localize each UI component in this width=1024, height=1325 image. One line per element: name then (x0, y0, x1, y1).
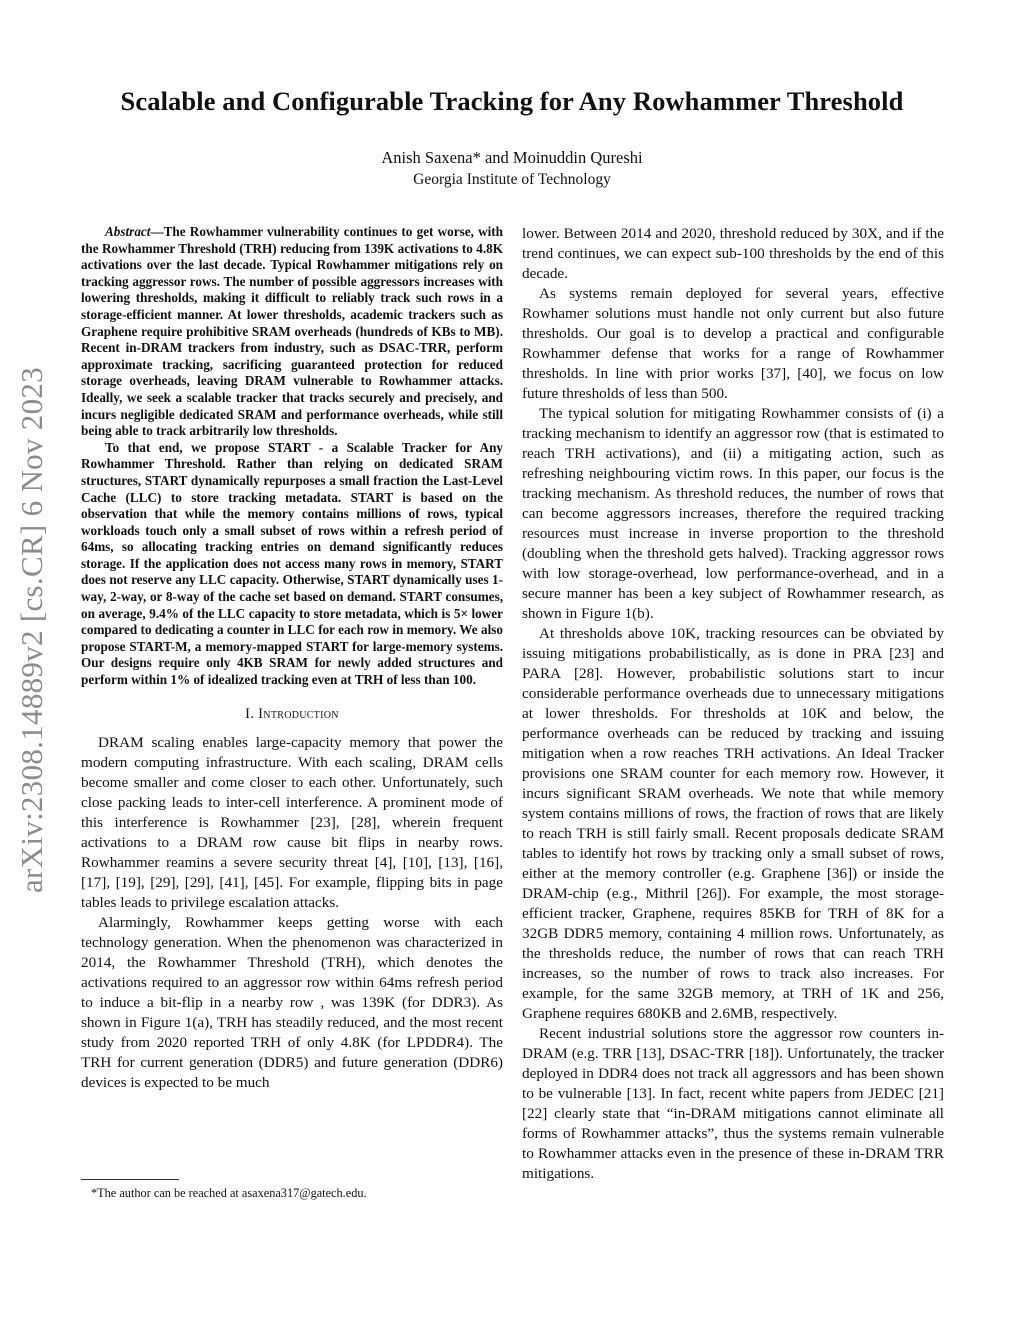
intro-paragraph-1: DRAM scaling enables large-capacity memory that power the modern computing infrastructure. With each scaling, DRAM cells become smaller and come closer to each other. Unfortunately, such close packing leads to inter-cell interference. A prominent mode of this interference is Rowhammer [23], [28], wherein frequent activations to a DRAM row cause bit flips in nearby rows. Rowhammer reamins a severe security threat [4], [10], [13], [16], [17], [19], [29], [29], [41], [45]. For example, flipping bits in page tables leads to privilege escalation attacks. (81, 733, 503, 911)
intro-paragraph-3: As systems remain deployed for several years, effective Rowhamer solutions must handle not only current but also future thresholds. Our goal is to develop a practical and configurable Rowhammer defense that works for a range of Rowhammer thresholds. In line with prior works [37], [40], we focus on low future thresholds of less than 500. (522, 285, 944, 402)
intro-paragraph-6: Recent industrial solutions store the aggressor row counters in-DRAM (e.g. TRR [13], DSAC-TRR [18]). Unfortunately, the tracker deployed in DDR4 does not track all aggressors and has been shown to be vulnerable [13]. In fact, recent white papers from JEDEC [21] [22] clearly state that “in-DRAM mitigations cannot eliminate all forms of Rowhammer attacks”, thus the systems remain vulnerable to Rowhammer attacks even in the presence of these in-DRAM TRR mitigations. (522, 1025, 944, 1182)
intro-paragraph-2: Alarmingly, Rowhammer keeps getting worse with each technology generation. When the phenomenon was characterized in 2014, the Rowhammer Threshold (TRH), which denotes the activations required to an aggressor row within 64ms refresh period to induce a bit-flip in a nearby row , was 139K (for DDR3). As shown in Figure 1(a), TRH has steadily reduced, and the most recent study from 2020 reported TRH of only 4.8K (for LPDDR4). The TRH for current generation (DDR5) and future generation (DDR6) devices is expected to be much (81, 913, 503, 1091)
footnote-rule (81, 1179, 179, 1180)
intro-paragraph-continued: lower. Between 2014 and 2020, threshold reduced by 30X, and if the trend continues, we can expect sub-100 thresholds by the end of this decade. (522, 225, 944, 282)
right-column (522, 224, 944, 1184)
intro-right-body (522, 224, 944, 1184)
abstract-paragraph-1 (81, 224, 503, 440)
section-number: I. (245, 705, 255, 722)
abstract-paragraph-2: To that end, we propose START - a Scalable Tracker for Any Rowhammer Threshold. Rather than relying on dedicated SRAM structures, START dynamically repurposes a small fraction the Last-Level Cache (LLC) to store tracking metadata. START is based on the observation that while the memory contains millions of rows, typical workloads touch only a small subset of rows within a refresh period of 64ms, so allocating tracking entries on demand significantly reduces storage. If the application does not access many rows in memory, START does not reserve any LLC capacity. Otherwise, START dynamically uses 1-way, 2-way, or 8-way of the cache set based on demand. START consumes, on average, 9.4% of the LLC capacity to store metadata, which is 5× lower compared to dedicating a counter in LLC for each row in memory. We also propose START-M, a memory-mapped START for large-memory systems. Our designs require only 4KB SRAM for newly added structures and perform within 1% of idealized tracking even at TRH of less than 100. (81, 439, 503, 688)
abstract-text-1: —The Rowhammer vulnerability continues to get worse, with the Rowhammer Threshold (TRH) reducing from 139K activations to 4.8K activations over the last decade. Typical Rowhammer mitigations rely on tracking aggressor rows. The number of possible aggressors increases with lowering thresholds, making it difficult to reliably track such rows in a storage-efficient manner. At lower thresholds, academic trackers such as Graphene require prohibitive SRAM overheads (hundreds of KBs to MB). Recent in-DRAM trackers from industry, such as DSAC-TRR, perform approximate tracking, sacrificing guaranteed protection for reduced storage overheads, leaving DRAM vulnerable to Rowhammer attacks. Ideally, we seek a scalable tracker that tracks securely and precisely, and incurs negligible dedicated SRAM and performance overheads, while still being able to track arbitrarily low thresholds. (81, 224, 503, 439)
section-heading-introduction (81, 706, 503, 723)
arxiv-stamp: arXiv:2308.14889v2 [cs.CR] 6 Nov 2023 (14, 367, 49, 894)
intro-paragraph-5: At thresholds above 10K, tracking resources can be obviated by issuing mitigations probabilistically, as is done in PRA [23] and PARA [28]. However, probabilistic solutions start to incur considerable performance overheads due to unnecessary mitigations at lower thresholds. For thresholds at 10K and below, the performance overheads can be reduced by tracking and issuing mitigation when a row reaches TRH activations. An Ideal Tracker provisions one SRAM counter for each memory row. However, it incurs significant SRAM overheads. We note that while memory system contains millions of rows, the fraction of rows that are likely to reach TRH is still fairly small. Recent proposals dedicate SRAM tables to identify hot rows by tracking only a small subset of rows, either at the memory controller (e.g. Graphene [36]) or inside the DRAM-chip (e.g., Mithril [26]). For example, the most storage-efficient tracker, Graphene, requires 85KB for TRH of 8K for a 32GB DDR5 memory, containing 4 million rows. Unfortunately, as the thresholds reduce, the number of rows that can reach TRH increases, so the number of rows to track also increases. For example, for the same 32GB memory, at TRH of 1K and 256, Graphene requires 680KB and 2.6MB, respectively. (522, 625, 944, 1022)
abstract-heading: Abstract (105, 224, 151, 239)
paper-title: Scalable and Configurable Tracking for Any Rowhammer Threshold (120, 86, 904, 116)
abstract (81, 224, 503, 689)
paper-authors: Anish Saxena* and Moinuddin Qureshi (381, 148, 643, 167)
footnote: *The author can be reached at asaxena317@gatech.edu. (91, 1186, 367, 1200)
left-column (81, 224, 503, 1093)
section-title: Introduction (258, 705, 339, 722)
intro-paragraph-4: The typical solution for mitigating Rowhammer consists of (i) a tracking mechanism to identify an aggressor row (that is estimated to reach TRH activations), and (ii) a mitigating action, such as refreshing neighbouring victim rows. In this paper, our focus is the tracking mechanism. As threshold reduces, the number of rows that can become aggressors increases, therefore the required tracking resources must increase in inverse proportion to the threshold (doubling when the threshold gets halved). Tracking aggressor rows with low storage-overhead, low performance-overhead, and in a secure manner has been a key subject of Rowhammer research, as shown in Figure 1(b). (522, 405, 944, 622)
intro-left-body (81, 733, 503, 1093)
paper-affiliation: Georgia Institute of Technology (413, 171, 611, 188)
